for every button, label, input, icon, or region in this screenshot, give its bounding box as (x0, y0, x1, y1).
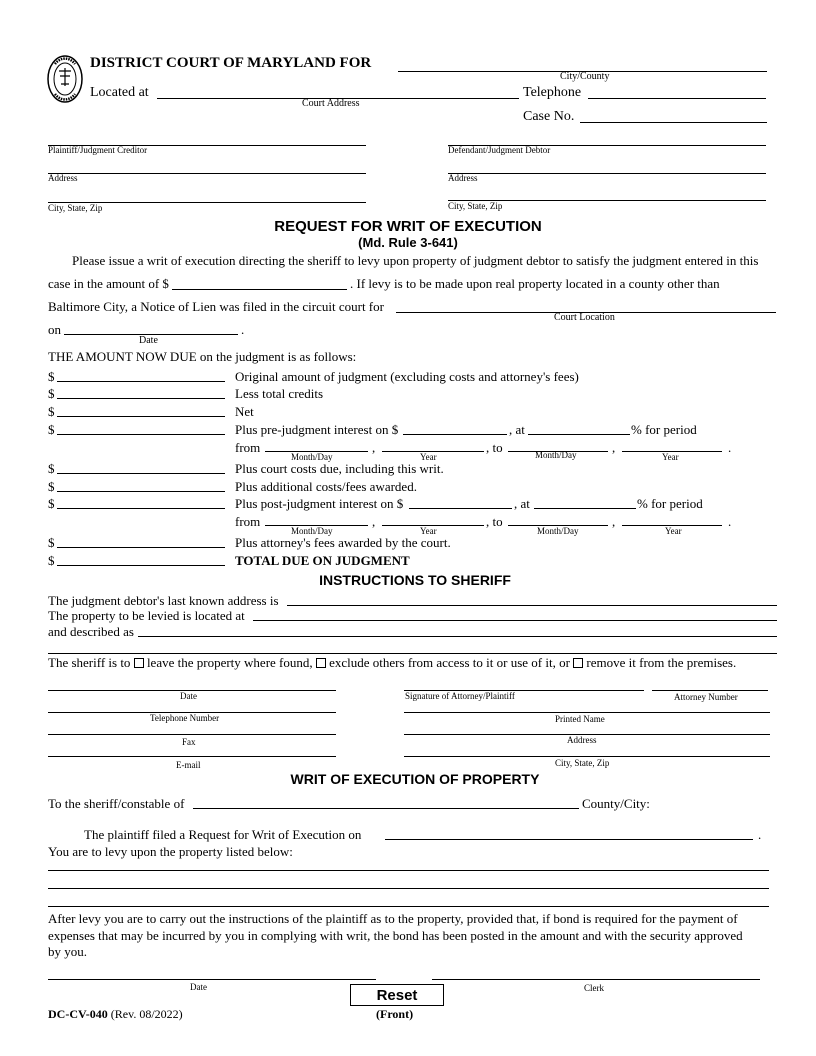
writ-date-field[interactable] (48, 979, 376, 980)
year-caption: Year (665, 526, 682, 536)
leave-property-checkbox[interactable] (134, 658, 144, 668)
year-caption: Year (662, 452, 679, 462)
judgment-amount-field[interactable] (172, 289, 347, 290)
sheriff-county-field[interactable] (193, 808, 579, 809)
defendant-address-caption: Address (448, 173, 478, 183)
located-at-label: Located at (90, 85, 149, 100)
attorney-number-caption: Attorney Number (674, 692, 738, 702)
plaintiff-address-caption: Address (48, 173, 78, 183)
fax-caption: Fax (182, 737, 196, 747)
property-location-field[interactable] (253, 620, 777, 621)
post-from-label: from (235, 514, 261, 529)
seal-text (0, 0, 1, 1)
dollar-sign: $ (48, 404, 55, 419)
request-title: REQUEST FOR WRIT OF EXECUTION (274, 218, 542, 235)
attorney-fees-label: Plus attorney's fees awarded by the court. (235, 535, 451, 550)
clerk-caption: Clerk (584, 983, 604, 993)
additional-costs-label: Plus additional costs/fees awarded. (235, 479, 417, 494)
form-id (48, 1008, 183, 1020)
post-interest-rate-field[interactable] (534, 508, 636, 509)
post-interest-label: Plus post-judgment interest on $ (235, 496, 404, 511)
post-interest-total-field[interactable] (57, 508, 225, 509)
property-description-field-2[interactable] (48, 653, 777, 654)
post-comma: , (372, 514, 376, 529)
reset-button[interactable]: Reset (350, 984, 444, 1006)
exclude-others-label: exclude others from access to it or use of it, or (329, 655, 570, 670)
after-levy-line2: expenses that may be incurred by you in complying with writ, the bond has been posted in the amount and with the security approved (48, 928, 743, 943)
property-list-field-1[interactable] (48, 870, 769, 871)
city-county-caption: City/County (560, 71, 610, 82)
total-due-field[interactable] (57, 565, 225, 566)
plaintiff-address-field[interactable] (48, 173, 366, 174)
writ-date-caption: Date (190, 982, 207, 992)
property-list-field-3[interactable] (48, 906, 769, 907)
plaintiff-filed-label: The plaintiff filed a Request for Writ of Execution on (84, 827, 362, 842)
form-number: DC-CV-040 (48, 1007, 108, 1021)
dollar-sign: $ (48, 553, 55, 568)
plaintiff-city-caption: City, State, Zip (48, 203, 103, 213)
sheriff-is-to-label: The sheriff is to (48, 655, 131, 670)
instructions-title: INSTRUCTIONS TO SHERIFF (319, 572, 511, 588)
less-credits-label: Less total credits (235, 386, 324, 401)
described-as-label: and described as (48, 624, 134, 639)
date-caption: Date (180, 691, 197, 701)
case-no-field[interactable] (580, 122, 767, 123)
sheriff-instruction-row (48, 656, 736, 669)
writ-title: WRIT OF EXECUTION OF PROPERTY (290, 771, 540, 787)
defendant-caption: Defendant/Judgment Debtor (448, 145, 551, 155)
signature-caption: Signature of Attorney/Plaintiff (405, 691, 515, 701)
post-interest-principal-field[interactable] (409, 508, 512, 509)
request-rule: (Md. Rule 3-641) (358, 235, 458, 250)
dollar-sign: $ (48, 422, 55, 437)
form-revision: (Rev. 08/2022) (110, 1007, 183, 1021)
property-description-field[interactable] (138, 636, 777, 637)
pre-period: . (728, 440, 732, 455)
attorney-city-field[interactable] (404, 756, 770, 757)
request-para-line2a: case in the amount of $ (48, 276, 169, 291)
dollar-sign: $ (48, 369, 55, 384)
email-caption: E-mail (176, 760, 201, 770)
dollar-sign: $ (48, 386, 55, 401)
front-label: (Front) (376, 1007, 414, 1021)
case-no-label: Case No. (523, 109, 575, 124)
pre-from-label: from (235, 440, 261, 455)
property-located-label: The property to be levied is located at (48, 608, 245, 623)
month-day-caption: Month/Day (535, 450, 577, 460)
dollar-sign: $ (48, 535, 55, 550)
exclude-others-checkbox[interactable] (316, 658, 326, 668)
additional-costs-field[interactable] (57, 491, 225, 492)
dollar-sign: $ (48, 461, 55, 476)
net-field[interactable] (57, 416, 225, 417)
court-costs-label: Plus court costs due, including this writ. (235, 461, 444, 476)
pre-interest-principal-field[interactable] (403, 434, 507, 435)
remove-property-checkbox[interactable] (573, 658, 583, 668)
pre-interest-label: Plus pre-judgment interest on $ (235, 422, 399, 437)
net-label: Net (235, 404, 254, 419)
request-para-line2b: . If levy is to be made upon real property located in a county other than (350, 276, 720, 291)
attorney-address-caption: Address (567, 735, 597, 745)
court-seal-icon (46, 54, 84, 104)
fax-field[interactable] (48, 734, 336, 735)
month-day-caption: Month/Day (537, 526, 579, 536)
court-location-caption: Court Location (554, 312, 615, 323)
county-city-label: County/City: (582, 796, 650, 811)
attorney-number-field[interactable] (652, 690, 768, 691)
pre-pct-label: % for period (631, 422, 697, 437)
plaintiff-caption: Plaintiff/Judgment Creditor (48, 145, 148, 155)
month-day-caption: Month/Day (291, 526, 333, 536)
pre-comma-2: , (612, 440, 616, 455)
court-costs-field[interactable] (57, 473, 225, 474)
request-para-line3: Baltimore City, a Notice of Lien was filed in the circuit court for (48, 299, 384, 314)
on-period: . (241, 322, 245, 337)
attorney-city-caption: City, State, Zip (555, 758, 610, 768)
remove-property-label: remove it from the premises. (586, 655, 737, 670)
email-field[interactable] (48, 756, 336, 757)
telephone-field[interactable] (588, 98, 766, 99)
less-credits-field[interactable] (57, 398, 225, 399)
last-known-address-label: The judgment debtor's last known address is (48, 593, 279, 608)
post-period: . (728, 514, 732, 529)
attorney-fees-field[interactable] (57, 547, 225, 548)
telephone-number-caption: Telephone Number (150, 713, 220, 723)
last-known-address-field[interactable] (287, 605, 777, 606)
leave-property-label: leave the property where found, (146, 655, 313, 670)
post-pct-label: % for period (637, 496, 703, 511)
to-sheriff-label: To the sheriff/constable of (48, 796, 185, 811)
pre-comma: , (372, 440, 376, 455)
request-para-line1: Please issue a writ of execution directing the sheriff to levy upon property of judgment debtor to satisfy the judgment entered in this (72, 253, 759, 268)
pre-to-label: , to (486, 440, 503, 455)
clerk-field[interactable] (432, 979, 760, 980)
amount-due-heading: THE AMOUNT NOW DUE on the judgment is as follows: (48, 349, 357, 364)
after-levy-line3: by you. (48, 944, 87, 959)
pre-interest-rate-field[interactable] (528, 434, 630, 435)
dollar-sign: $ (48, 496, 55, 511)
writ-period: . (758, 827, 762, 842)
lien-date-caption: Date (139, 335, 158, 346)
pre-at-label: , at (509, 422, 525, 437)
post-comma-2: , (612, 514, 616, 529)
telephone-label: Telephone (523, 85, 582, 100)
after-levy-line1: After levy you are to carry out the instructions of the plaintiff as to the property, provided that, if bond is required for the payment of (48, 911, 738, 926)
year-caption: Year (420, 526, 437, 536)
post-to-label: , to (486, 514, 503, 529)
dollar-sign: $ (48, 479, 55, 494)
month-day-caption: Month/Day (291, 452, 333, 462)
year-caption: Year (420, 452, 437, 462)
request-filed-date-field[interactable] (385, 839, 753, 840)
on-label: on (48, 322, 61, 337)
post-at-label: , at (514, 496, 530, 511)
printed-name-caption: Printed Name (555, 714, 605, 724)
defendant-city-caption: City, State, Zip (448, 201, 503, 211)
court-address-caption: Court Address (302, 98, 360, 109)
pre-interest-total-field[interactable] (57, 434, 225, 435)
court-title: DISTRICT COURT OF MARYLAND FOR (90, 55, 372, 71)
defendant-address-field[interactable] (448, 173, 766, 174)
property-list-field-2[interactable] (48, 888, 769, 889)
printed-name-field[interactable] (404, 712, 770, 713)
total-due-label: TOTAL DUE ON JUDGMENT (235, 553, 410, 568)
levy-upon-label: You are to levy upon the property listed below: (48, 844, 293, 859)
original-amount-field[interactable] (57, 381, 225, 382)
original-amount-label: Original amount of judgment (excluding costs and attorney's fees) (235, 369, 579, 384)
